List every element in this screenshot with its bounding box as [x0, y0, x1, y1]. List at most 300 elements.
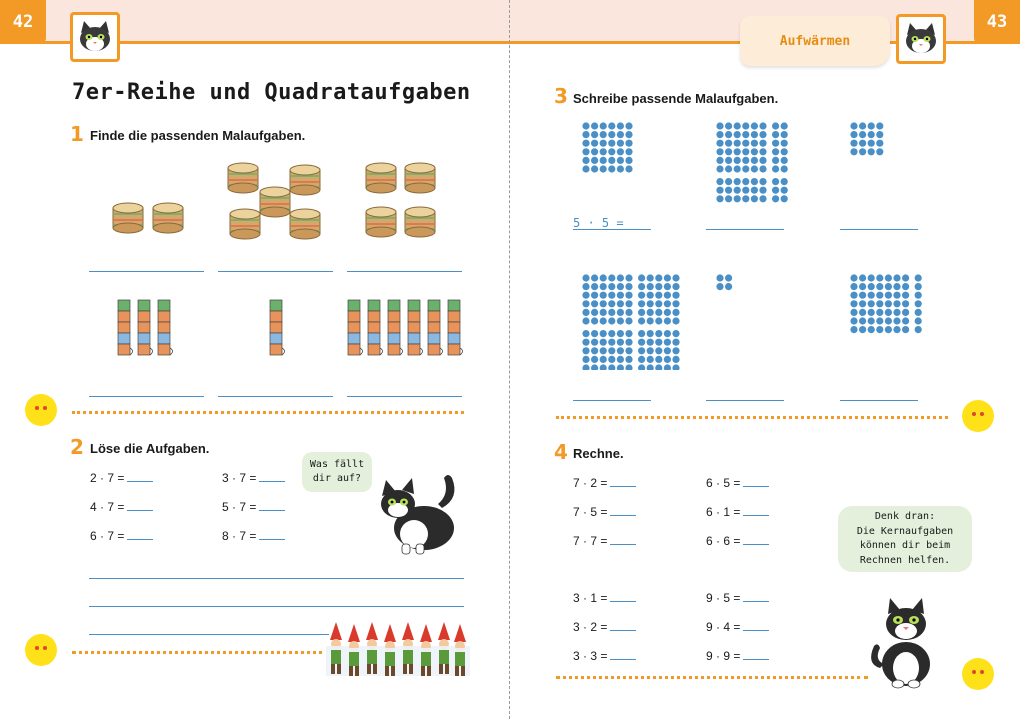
dot [655, 317, 662, 324]
answer-line[interactable] [573, 229, 651, 230]
answer-blank[interactable] [610, 620, 636, 631]
bubble-text: Rechnen helfen. [859, 554, 951, 566]
dot [734, 131, 741, 138]
dot [625, 131, 632, 138]
dot [582, 283, 589, 290]
dot [885, 326, 892, 333]
dot [608, 309, 615, 316]
dotted-divider [556, 676, 868, 679]
dot [868, 317, 875, 324]
dot [664, 317, 671, 324]
dot [600, 274, 607, 281]
dot [582, 339, 589, 346]
smiley-icon [962, 400, 994, 432]
equation-text: 4 · 7 = [90, 500, 125, 514]
dot [772, 178, 779, 185]
answer-line[interactable] [573, 400, 651, 401]
answer-blank[interactable] [743, 620, 769, 631]
equation[interactable] [573, 476, 636, 490]
dot [625, 309, 632, 316]
dot [734, 187, 741, 194]
cat-illustration [866, 598, 950, 690]
dot [876, 140, 883, 147]
answer-blank[interactable] [743, 591, 769, 602]
dot [647, 339, 654, 346]
dot [902, 274, 909, 281]
task-heading: Rechne. [573, 446, 624, 461]
answer-line[interactable] [840, 229, 918, 230]
dot [608, 292, 615, 299]
dot [902, 326, 909, 333]
dot [647, 300, 654, 307]
task-heading: Schreibe passende Malaufgaben. [573, 91, 779, 106]
dot [608, 317, 615, 324]
dot [781, 148, 788, 155]
dot [859, 326, 866, 333]
dot [617, 356, 624, 363]
dot [638, 274, 645, 281]
dot [600, 330, 607, 337]
dot [893, 283, 900, 290]
dot [734, 165, 741, 172]
dot [751, 131, 758, 138]
equation[interactable] [222, 500, 285, 514]
dot [781, 131, 788, 138]
dot [617, 148, 624, 155]
dot [664, 283, 671, 290]
dot [655, 274, 662, 281]
dot [655, 309, 662, 316]
dot [876, 122, 883, 129]
smiley-icon [962, 658, 994, 690]
answer-line[interactable] [89, 578, 464, 579]
dot [625, 356, 632, 363]
dot [600, 356, 607, 363]
dot [868, 131, 875, 138]
dot [638, 292, 645, 299]
dot [625, 317, 632, 324]
dot [647, 356, 654, 363]
bubble-text: Was fällt [309, 458, 365, 470]
dot [617, 157, 624, 164]
dot [625, 330, 632, 337]
dot [893, 292, 900, 299]
dot [751, 122, 758, 129]
dot [591, 165, 598, 172]
dot [725, 157, 732, 164]
answer-line[interactable] [89, 396, 204, 397]
answer-line[interactable] [218, 396, 333, 397]
dot [582, 122, 589, 129]
dot [716, 131, 723, 138]
dot [647, 317, 654, 324]
dot [742, 157, 749, 164]
equation-text: 9 · 5 = [706, 591, 741, 605]
dot [672, 309, 679, 316]
dot [742, 178, 749, 185]
dot [915, 317, 922, 324]
cup-tower-icon [110, 296, 470, 362]
equation-text: 3 · 1 = [573, 591, 608, 605]
equation[interactable] [573, 534, 636, 548]
dot [759, 131, 766, 138]
dot [638, 317, 645, 324]
dot [759, 157, 766, 164]
dot [617, 165, 624, 172]
dot [591, 274, 598, 281]
answer-blank[interactable] [259, 529, 285, 540]
dot [915, 274, 922, 281]
dot [625, 165, 632, 172]
dot [876, 131, 883, 138]
dot [893, 309, 900, 316]
bubble-text: dir auf? [312, 473, 362, 484]
dot [617, 300, 624, 307]
dot [716, 165, 723, 172]
dot [850, 122, 857, 129]
answer-blank[interactable] [743, 534, 769, 545]
dot [617, 131, 624, 138]
bubble-text: Die Kernaufgaben [856, 525, 954, 537]
dot [591, 283, 598, 290]
dot [608, 157, 615, 164]
dwarf-group-illustration [326, 620, 470, 682]
equation[interactable] [573, 591, 636, 605]
answer-blank[interactable] [259, 500, 285, 511]
cat-face-icon [70, 12, 120, 62]
answer-line[interactable] [347, 396, 462, 397]
dot [885, 283, 892, 290]
dot [885, 292, 892, 299]
answer-blank[interactable] [743, 476, 769, 487]
equation[interactable] [573, 649, 636, 663]
dot [742, 195, 749, 202]
dot [617, 292, 624, 299]
dot [591, 317, 598, 324]
dot [893, 300, 900, 307]
dot [617, 274, 624, 281]
dot [655, 356, 662, 363]
book-spine [509, 0, 510, 719]
dot [868, 326, 875, 333]
equation[interactable] [222, 471, 285, 485]
equation[interactable] [706, 476, 769, 490]
dot [902, 292, 909, 299]
dot [781, 140, 788, 147]
equation[interactable] [222, 529, 285, 543]
dot [751, 165, 758, 172]
dot [664, 274, 671, 281]
dot [617, 339, 624, 346]
answer-blank[interactable] [610, 591, 636, 602]
dot [600, 140, 607, 147]
dot [850, 300, 857, 307]
dot [647, 364, 654, 370]
dot [625, 347, 632, 354]
dot [672, 292, 679, 299]
dot [751, 187, 758, 194]
dot [582, 131, 589, 138]
dot [859, 140, 866, 147]
equation[interactable] [90, 500, 153, 514]
dot [647, 292, 654, 299]
dot [742, 122, 749, 129]
dot [742, 131, 749, 138]
dot [902, 317, 909, 324]
answer-blank[interactable] [127, 529, 153, 540]
dot [625, 300, 632, 307]
task-heading: Löse die Aufgaben. [90, 441, 210, 456]
dot [876, 148, 883, 155]
dot [664, 356, 671, 363]
dot [850, 326, 857, 333]
dot [772, 148, 779, 155]
dot [734, 122, 741, 129]
dot [591, 330, 598, 337]
answer-blank[interactable] [743, 505, 769, 516]
dot [859, 148, 866, 155]
dot [876, 317, 883, 324]
answer-blank[interactable] [127, 500, 153, 511]
equation-text: 6 · 5 = [706, 476, 741, 490]
dot [734, 140, 741, 147]
dot [591, 356, 598, 363]
dot [655, 292, 662, 299]
dot [582, 356, 589, 363]
dot [600, 364, 607, 370]
dot [600, 157, 607, 164]
example-answer [573, 216, 624, 230]
dot [716, 178, 723, 185]
section-tag: Aufwärmen [740, 16, 890, 66]
dot [647, 283, 654, 290]
answer-blank[interactable] [610, 534, 636, 545]
answer-blank[interactable] [610, 476, 636, 487]
equation-text: 9 · 9 = [706, 649, 741, 663]
dot [655, 283, 662, 290]
dot [664, 339, 671, 346]
dot [608, 330, 615, 337]
dot [608, 140, 615, 147]
dot [617, 317, 624, 324]
dot [664, 347, 671, 354]
equation[interactable] [90, 471, 153, 485]
dot [868, 283, 875, 290]
dot [868, 292, 875, 299]
dot [781, 187, 788, 194]
speech-bubble [302, 452, 372, 492]
speech-bubble [838, 506, 972, 572]
dot [759, 187, 766, 194]
dot [772, 122, 779, 129]
cat-illustration [372, 468, 464, 558]
equation[interactable] [573, 620, 636, 634]
dot [876, 326, 883, 333]
dot [582, 317, 589, 324]
dot [582, 309, 589, 316]
dot [582, 165, 589, 172]
dot [672, 300, 679, 307]
dot [617, 330, 624, 337]
dot [751, 140, 758, 147]
dot [850, 131, 857, 138]
equation[interactable] [706, 620, 769, 634]
dot [664, 364, 671, 370]
dot [716, 274, 723, 281]
answer-blank[interactable] [743, 649, 769, 660]
equation-text: 9 · 4 = [706, 620, 741, 634]
equation-text: 7 · 5 = [573, 505, 608, 519]
dot [725, 165, 732, 172]
answer-line[interactable] [706, 400, 784, 401]
dot [655, 364, 662, 370]
answer-line[interactable] [706, 229, 784, 230]
dot [725, 178, 732, 185]
dot [638, 347, 645, 354]
answer-line[interactable] [89, 634, 329, 635]
dot [915, 300, 922, 307]
dot [716, 283, 723, 290]
answer-line[interactable] [218, 271, 333, 272]
dot [734, 195, 741, 202]
equation[interactable] [90, 529, 153, 543]
equation-text: 3 · 7 = [222, 471, 257, 485]
dot [591, 292, 598, 299]
dot [664, 292, 671, 299]
dot [672, 347, 679, 354]
dot [655, 330, 662, 337]
dot [915, 326, 922, 333]
answer-blank[interactable] [610, 649, 636, 660]
dot [868, 274, 875, 281]
dot [859, 274, 866, 281]
dot [850, 292, 857, 299]
equation[interactable] [706, 649, 769, 663]
dot [876, 292, 883, 299]
equation-text: 3 · 3 = [573, 649, 608, 663]
dot [902, 309, 909, 316]
smiley-icon [25, 634, 57, 666]
answer-line[interactable] [347, 271, 462, 272]
dot [876, 300, 883, 307]
dot [591, 347, 598, 354]
dot [582, 274, 589, 281]
dot [893, 326, 900, 333]
dot [600, 347, 607, 354]
dot [734, 157, 741, 164]
dot [582, 140, 589, 147]
answer-line[interactable] [840, 400, 918, 401]
dot [664, 330, 671, 337]
dot [617, 283, 624, 290]
dot [638, 339, 645, 346]
dot [759, 122, 766, 129]
dot [893, 274, 900, 281]
dot [617, 364, 624, 370]
equation-text: 7 · 2 = [573, 476, 608, 490]
answer-blank[interactable] [259, 471, 285, 482]
dot [716, 140, 723, 147]
dot [725, 274, 732, 281]
answer-line[interactable] [89, 271, 204, 272]
answer-blank[interactable] [610, 505, 636, 516]
dot [759, 140, 766, 147]
equation[interactable] [706, 591, 769, 605]
dot [885, 317, 892, 324]
dot [859, 309, 866, 316]
dot [716, 195, 723, 202]
dot [850, 309, 857, 316]
dot [734, 148, 741, 155]
answer-blank[interactable] [127, 471, 153, 482]
dot [868, 300, 875, 307]
dot [600, 283, 607, 290]
dot [859, 300, 866, 307]
dot [850, 317, 857, 324]
dot [772, 140, 779, 147]
dot [600, 339, 607, 346]
dot [608, 274, 615, 281]
dot [915, 309, 922, 316]
task-number: 1 [70, 122, 84, 146]
dot [600, 165, 607, 172]
dot [672, 339, 679, 346]
dot [625, 157, 632, 164]
dot [655, 339, 662, 346]
dot [868, 148, 875, 155]
dot [600, 317, 607, 324]
dot [638, 309, 645, 316]
dotted-divider [556, 416, 948, 419]
dot [617, 309, 624, 316]
dot [591, 364, 598, 370]
dot [725, 148, 732, 155]
task-heading: Finde die passenden Malaufgaben. [90, 128, 306, 143]
dot [608, 356, 615, 363]
dot [781, 122, 788, 129]
equation-text: 2 · 7 = [90, 471, 125, 485]
dot [600, 292, 607, 299]
dot [582, 148, 589, 155]
dot [751, 148, 758, 155]
dot [885, 274, 892, 281]
dot [608, 165, 615, 172]
coin-stack-icon [100, 160, 470, 250]
page-number: 42 [0, 0, 46, 44]
dot [725, 195, 732, 202]
dot [600, 148, 607, 155]
dot [625, 292, 632, 299]
dot [902, 283, 909, 290]
dot [716, 122, 723, 129]
dot [868, 140, 875, 147]
dot [591, 309, 598, 316]
task-number: 2 [70, 435, 84, 459]
dot [647, 347, 654, 354]
dot [672, 317, 679, 324]
equation-text: 7 · 7 = [573, 534, 608, 548]
equation[interactable] [573, 505, 636, 519]
answer-line[interactable] [89, 606, 464, 607]
equation[interactable] [706, 505, 769, 519]
dotted-divider [72, 651, 330, 654]
dot [868, 309, 875, 316]
dot [759, 148, 766, 155]
dot [725, 187, 732, 194]
dot [850, 140, 857, 147]
dot [742, 148, 749, 155]
equation[interactable] [706, 534, 769, 548]
